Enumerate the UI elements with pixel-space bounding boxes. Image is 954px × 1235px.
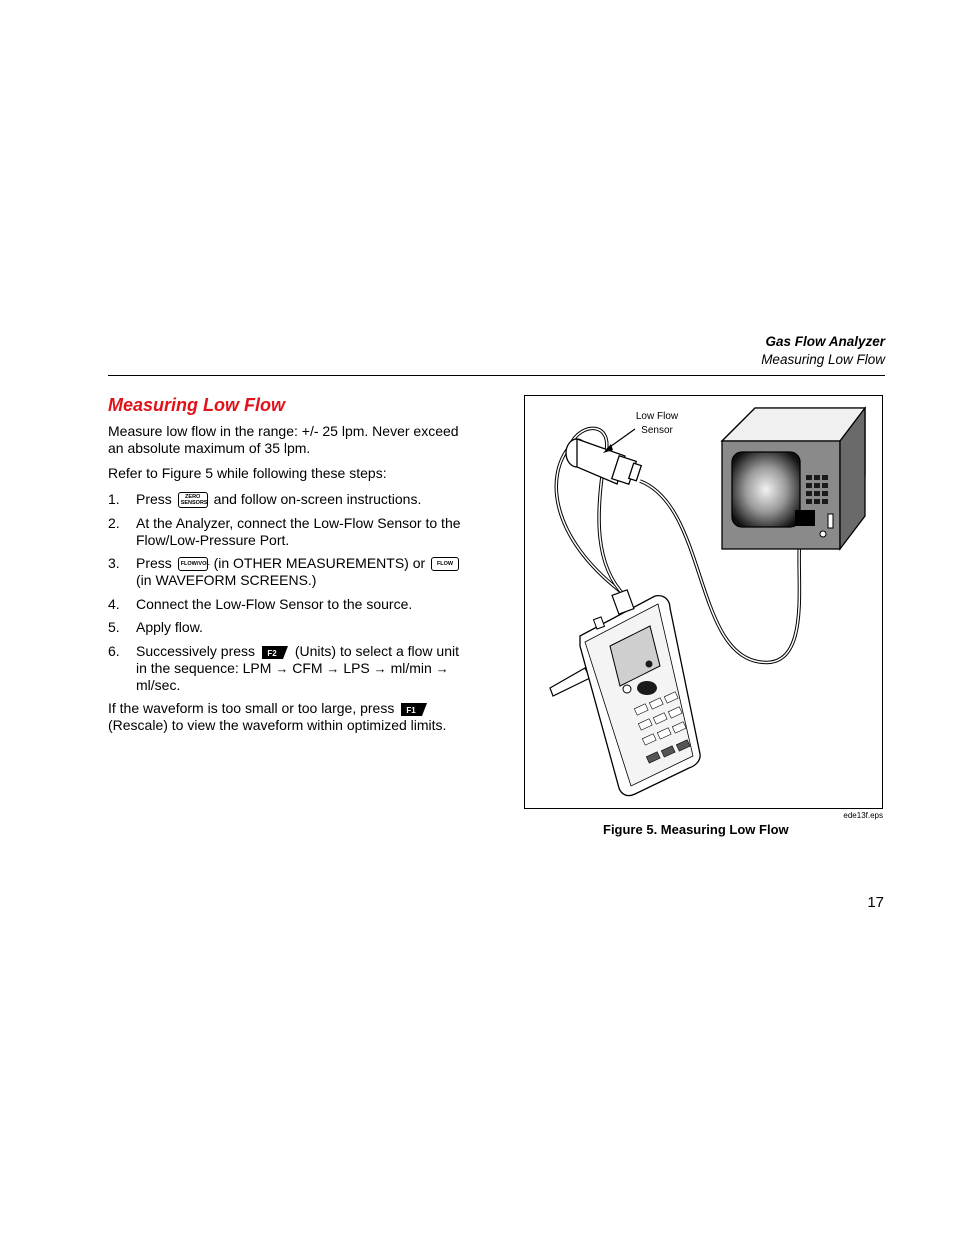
step-5 [108, 619, 473, 636]
figure-caption: Figure 5. Measuring Low Flow [603, 822, 789, 837]
flow-vol-key-icon: FLOW/VOL [178, 557, 208, 571]
callout-label-line2: Sensor [641, 425, 673, 436]
step-text: At the Analyzer, connect the Low-Flow Sensor to the Flow/Low-Pressure Port. [136, 515, 461, 548]
step-text: (in WAVEFORM SCREENS.) [136, 572, 317, 588]
step-text: Apply flow. [136, 619, 203, 635]
arrow-icon: → [275, 661, 289, 676]
intro-paragraph: Measure low flow in the range: +/- 25 lpm. Never exceed an absolute maximum of 35 lpm. [108, 423, 459, 456]
step-6 [108, 643, 473, 694]
step-number: 6. [108, 643, 120, 659]
step-text: and follow on-screen instructions. [213, 491, 422, 507]
zero-sensors-key-icon: ZERO SENSORS [178, 492, 208, 508]
callout-label-line1: Low Flow [635, 411, 679, 422]
step-number: 4. [108, 596, 120, 612]
step-number: 5. [108, 619, 120, 635]
step-number: 1. [108, 491, 120, 507]
step-3 [108, 555, 473, 589]
step-text: Connect the Low-Flow Sensor to the source. [136, 596, 413, 612]
step-1 [108, 491, 473, 508]
step-text: (in OTHER MEASUREMENTS) or [213, 555, 426, 571]
note-text: If the waveform is too small or too large, press [108, 700, 395, 716]
figure-file-name: ede13f.eps [843, 811, 883, 820]
step-number: 2. [108, 515, 120, 531]
unit-cfm: CFM [292, 660, 323, 676]
figure-frame [524, 395, 883, 809]
step-text: Press [136, 491, 172, 507]
step-number: 3. [108, 555, 120, 571]
page-number: 17 [867, 894, 884, 911]
section-title: Measuring Low Flow [108, 395, 286, 415]
ventilator-monitor [722, 408, 865, 549]
low-flow-sensor [566, 439, 641, 484]
figure-illustration [525, 396, 882, 808]
step-text: Press [136, 555, 172, 571]
header-rule [108, 375, 885, 376]
step-text: Successively press [136, 643, 256, 659]
unit-ml-sec: ml/sec. [136, 677, 181, 693]
step-text: (Units) to select a flow unit in the sequence: LPM [136, 643, 459, 676]
note-text: (Rescale) to view the waveform within optimized limits. [108, 717, 447, 733]
running-header-subtitle: Measuring Low Flow [761, 352, 885, 367]
gas-flow-analyzer-device [550, 590, 700, 796]
arrow-icon: → [435, 661, 449, 676]
f1-key-label: F1 [406, 705, 416, 715]
f2-key-label: F2 [267, 648, 277, 658]
f2-key-icon [261, 645, 289, 660]
unit-ml-min: ml/min [390, 660, 432, 676]
f1-key-icon [400, 702, 428, 717]
arrow-icon: → [373, 661, 387, 676]
step-2 [108, 515, 473, 549]
step-4 [108, 596, 473, 613]
unit-lps: LPS [343, 660, 370, 676]
flow-key-icon: FLOW [431, 557, 459, 571]
running-header-title: Gas Flow Analyzer [765, 334, 885, 349]
rescale-paragraph [108, 700, 473, 734]
arrow-icon: → [326, 661, 340, 676]
refer-paragraph: Refer to Figure 5 while following these steps: [108, 465, 387, 481]
